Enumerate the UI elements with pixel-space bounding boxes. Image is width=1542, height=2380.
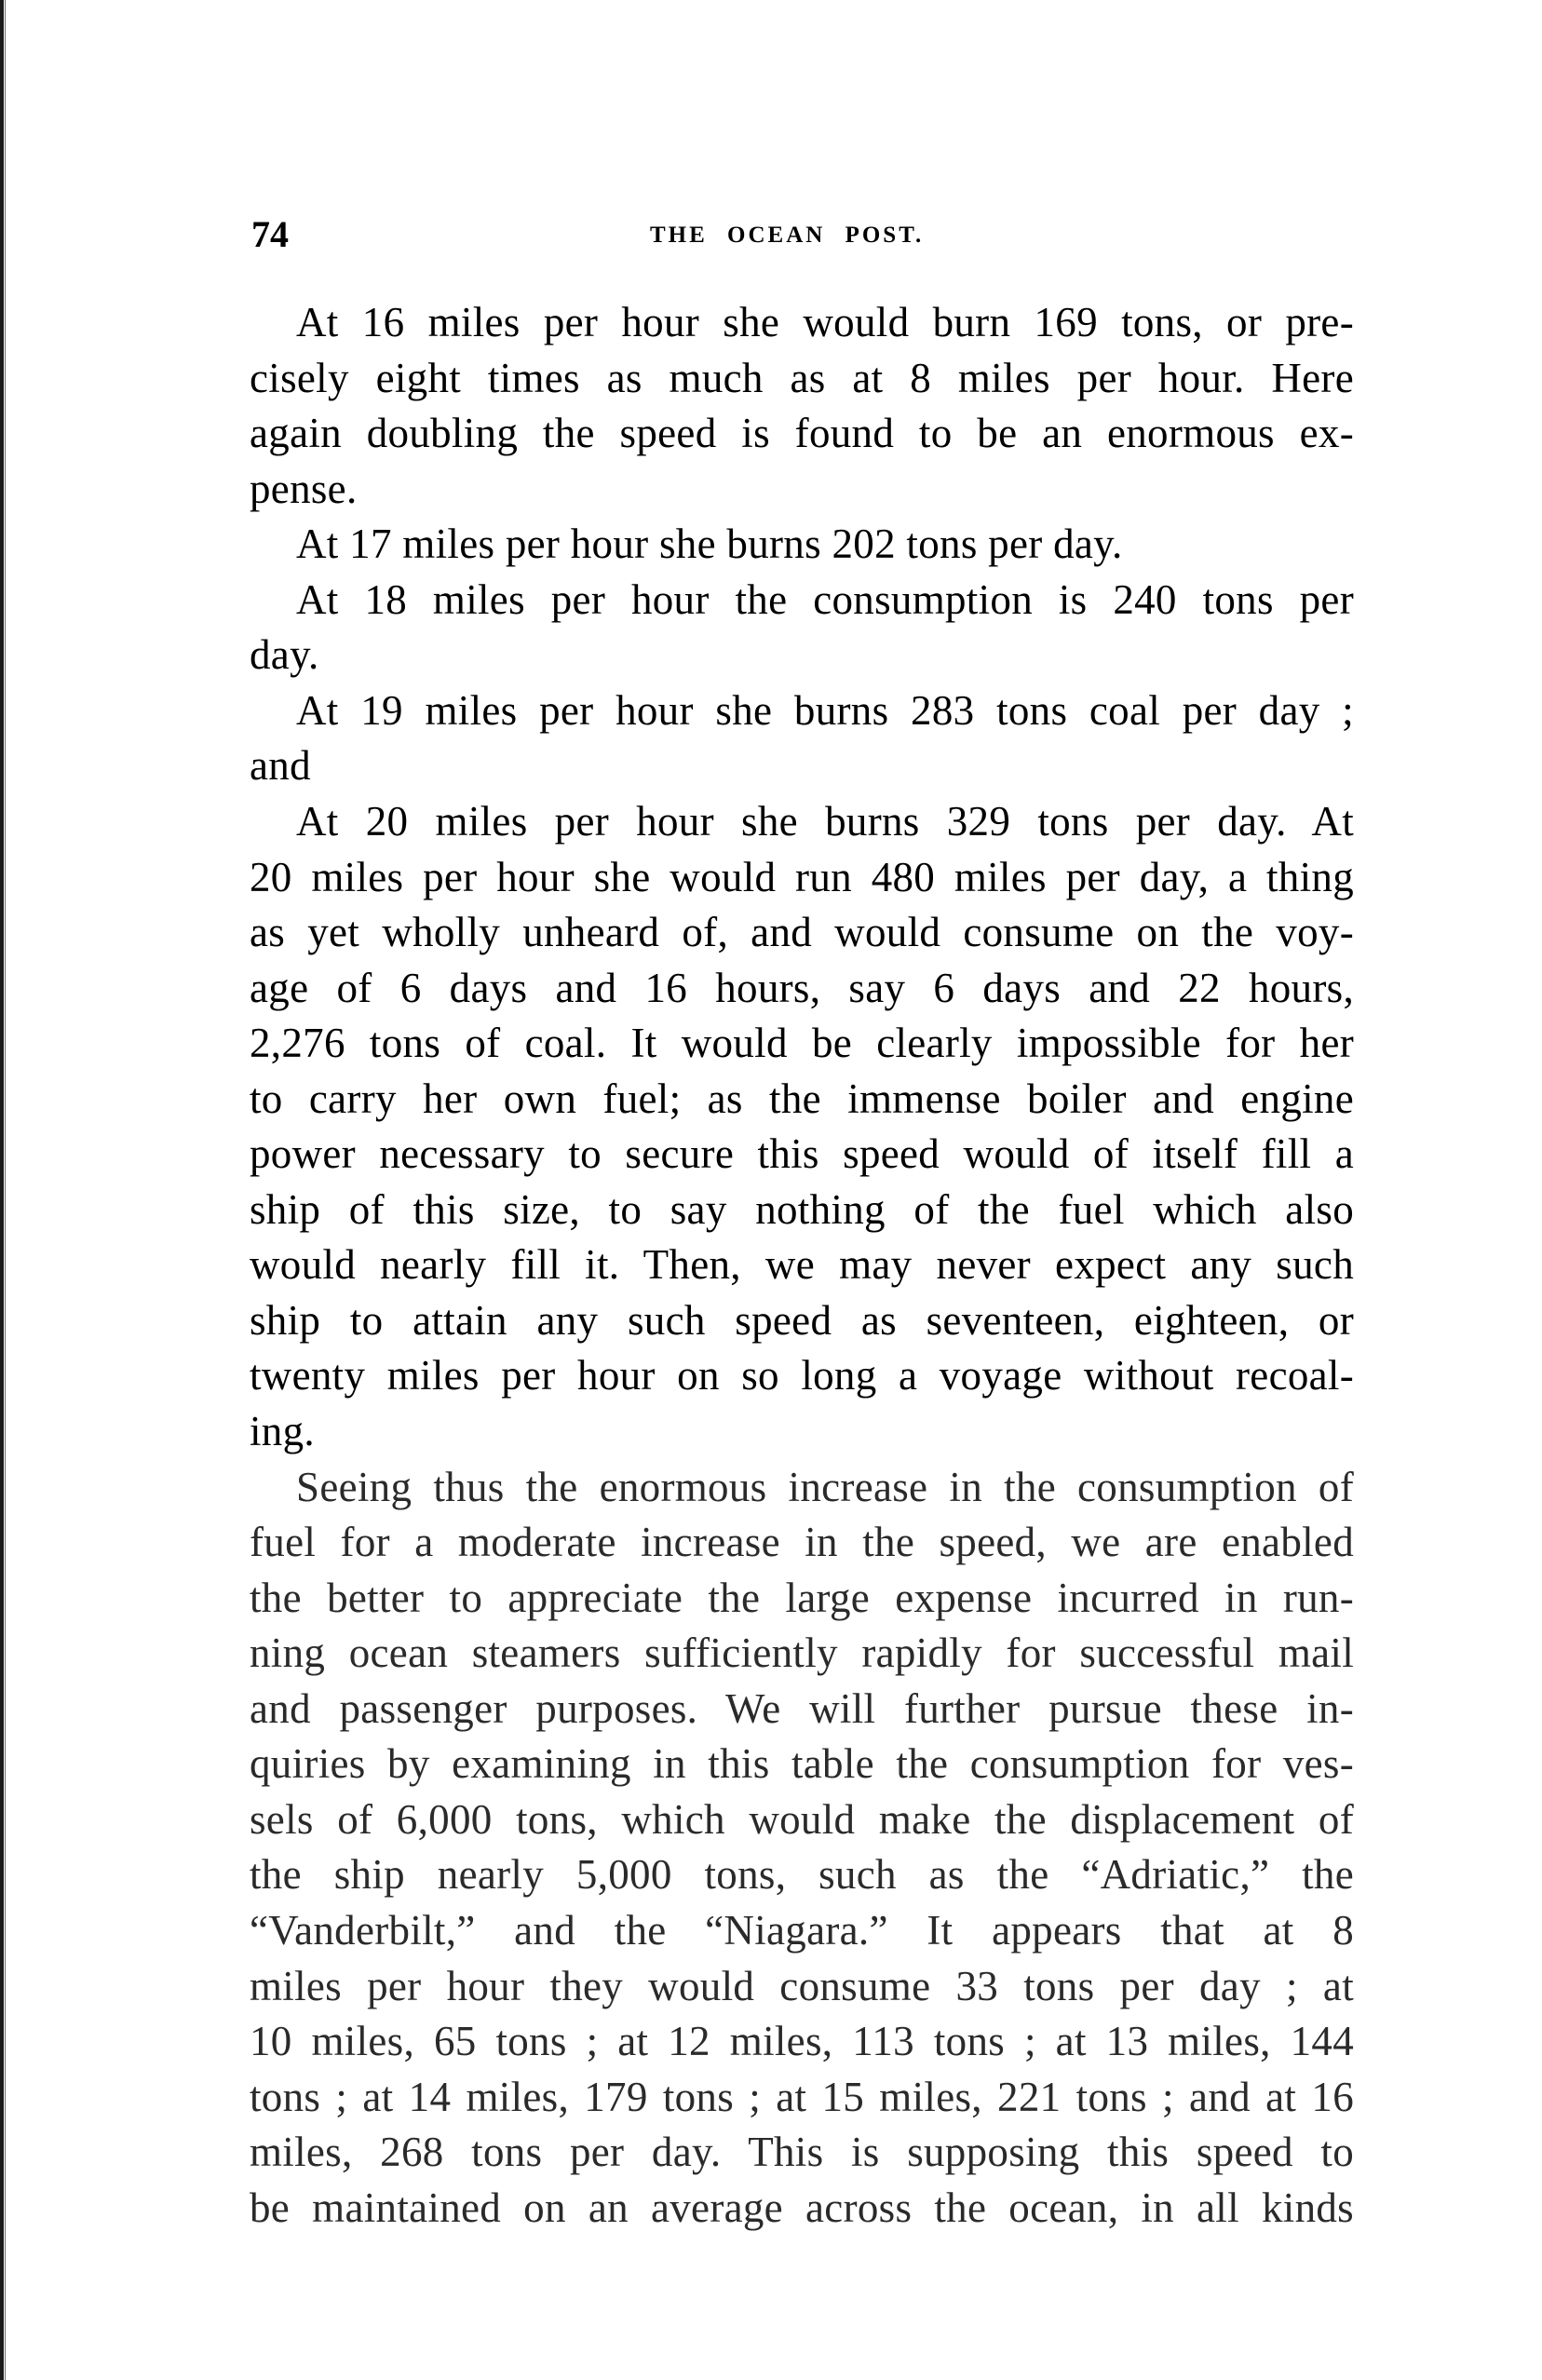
text-line: “Vanderbilt,” and the “Niagara.” It appears that at 8	[250, 1906, 1354, 1954]
text-line: the better to appreciate the large expense incurred in run-	[250, 1574, 1354, 1621]
text-line: be maintained on an average across the ocean, in all kinds	[250, 2184, 1354, 2231]
text-line: cisely eight times as much as at 8 miles per hour. Here	[250, 354, 1354, 401]
text-line: 2,276 tons of coal. It would be clearly impossible for her	[250, 1020, 1354, 1067]
text-line: At 17 miles per hour she burns 202 tons per day.	[296, 521, 1123, 568]
text-line: At 18 miles per hour the consumption is 240 tons per	[296, 575, 1354, 623]
text-line: 20 miles per hour she would run 480 miles per day, a thing	[250, 853, 1354, 900]
text-line: and	[250, 742, 311, 790]
text-line: pense.	[250, 465, 358, 512]
text-line: tons ; at 14 miles, 179 tons ; at 15 miles, 221 tons ; and at 16	[250, 2073, 1354, 2120]
text-line: miles, 268 tons per day. This is supposing this speed to	[250, 2129, 1354, 2176]
page-binding-edge	[0, 0, 4, 2380]
text-line: ship to attain any such speed as seventeen, eighteen, or	[250, 1296, 1354, 1344]
text-line: 10 miles, 65 tons ; at 12 miles, 113 tons ; at 13 miles, 144	[250, 2018, 1354, 2065]
text-line: to carry her own fuel; as the immense boiler and engine	[250, 1075, 1354, 1122]
text-line: fuel for a moderate increase in the speed, we are enabled	[250, 1519, 1354, 1566]
text-line: the ship nearly 5,000 tons, such as the “Adriatic,” the	[250, 1851, 1354, 1899]
text-line: ning ocean steamers sufficiently rapidly for successful mail	[250, 1629, 1354, 1677]
running-head: THE OCEAN POST.	[650, 223, 925, 248]
text-line: quiries by examining in this table the consumption for ves-	[250, 1740, 1354, 1788]
text-line: At 16 miles per hour she would burn 169 tons, or pre-	[296, 299, 1354, 345]
text-line: again doubling the speed is found to be an enormous ex-	[250, 410, 1354, 457]
text-line: ing.	[250, 1408, 315, 1454]
text-line: age of 6 days and 16 hours, say 6 days and 22 hours,	[250, 964, 1354, 1011]
text-line: sels of 6,000 tons, which would make the displacement of	[250, 1795, 1354, 1843]
text-line: Seeing thus the enormous increase in the consumption of	[296, 1463, 1354, 1510]
text-line: and passenger purposes. We will further pursue these in-	[250, 1684, 1354, 1732]
text-line: At 20 miles per hour she burns 329 tons per day. At	[296, 797, 1354, 845]
text-line: ship of this size, to say nothing of the fuel which also	[250, 1185, 1354, 1233]
text-line: power necessary to secure this speed would of itself fill a	[250, 1130, 1354, 1178]
text-line: as yet wholly unheard of, and would consume on the voy-	[250, 909, 1354, 956]
text-line: twenty miles per hour on so long a voyage without recoal-	[250, 1352, 1354, 1400]
page-binding-shadow	[5, 0, 6, 2380]
page-number: 74	[251, 213, 289, 255]
text-line: would nearly fill it. Then, we may never expect any such	[250, 1241, 1354, 1289]
text-line: day.	[250, 631, 319, 679]
text-line: At 19 miles per hour she burns 283 tons coal per day ;	[296, 686, 1354, 734]
text-line: miles per hour they would consume 33 tons per day ; at	[250, 1962, 1354, 2009]
